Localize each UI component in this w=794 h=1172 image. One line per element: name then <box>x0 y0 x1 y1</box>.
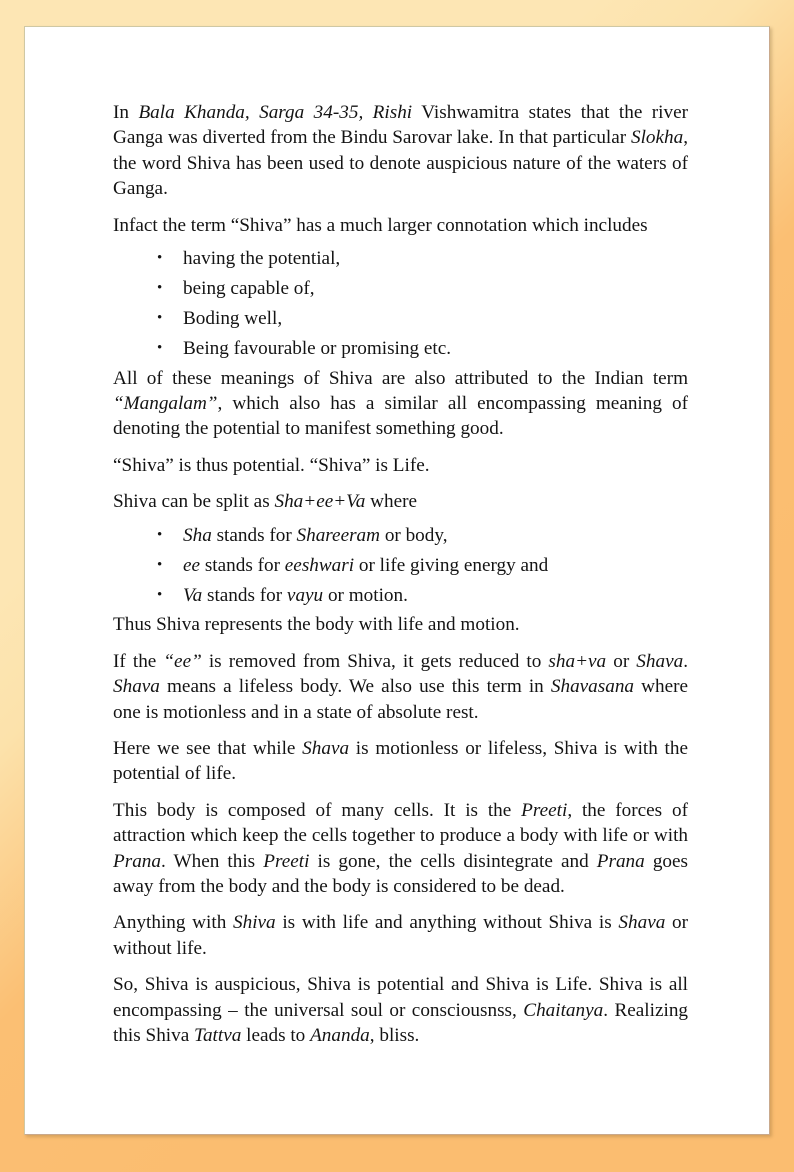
paragraph-shava-definition: If the “ee” is removed from Shiva, it gets reduced to sha+va or Shava. Shava means a lifeless body. We also use this term in Shavasana where one is motionless and in a state of absolute rest. <box>113 650 688 723</box>
paragraph-shiva-is-life: “Shiva” is thus potential. “Shiva” is Life. <box>113 454 430 476</box>
list-item <box>113 276 688 301</box>
document-page <box>24 26 770 1135</box>
list-item-label: Va stands for vayu or motion. <box>183 584 408 606</box>
paragraph-thus-shiva: Thus Shiva represents the body with life and motion. <box>113 614 520 636</box>
bullet-list-shiva-components <box>113 523 688 608</box>
bullet-point-icon: • <box>157 250 163 267</box>
paragraph-conclusion: So, Shiva is auspicious, Shiva is potential and Shiva is Life. Shiva is all encompassing – the universal soul or consciousnss, Chaitanya. Realizing this Shiva Tattva leads to Ananda, bliss. <box>113 974 689 1047</box>
list-item-label: having the potential, <box>183 248 341 270</box>
bullet-point-icon: • <box>157 279 163 296</box>
list-item-label: being capable of, <box>183 277 315 299</box>
bullet-point-icon: • <box>157 309 163 326</box>
list-item-label: Boding well, <box>183 307 283 329</box>
paragraph-shiva-split: Shiva can be split as Sha+ee+Va where <box>113 491 418 513</box>
paragraph-shava-motionless: Here we see that while Shava is motionless or lifeless, Shiva is with the potential of life. <box>113 738 688 785</box>
bullet-point-icon: • <box>157 526 163 543</box>
list-item <box>113 523 688 548</box>
list-item <box>113 336 688 361</box>
list-item-label: Being favourable or promising etc. <box>183 337 452 359</box>
bullet-point-icon: • <box>157 339 163 356</box>
paragraph-intro: In Bala Khanda, Sarga 34-35, Rishi Vishwamitra states that the river Ganga was diverted from the Bindu Sarovar lake. In that particular Slokha, the word Shiva has been used to denote auspicious nature of the waters of Ganga. <box>113 102 689 200</box>
list-item-label: Sha stands for Shareeram or body, <box>183 524 448 546</box>
bullet-point-icon: • <box>157 556 163 573</box>
list-item <box>113 306 688 331</box>
paragraph-shiva-connotation: Infact the term “Shiva” has a much larger connotation which includes <box>113 214 648 236</box>
list-item-label: ee stands for eeshwari or life giving energy and <box>183 554 549 576</box>
list-item <box>113 583 688 608</box>
list-item <box>113 553 688 578</box>
paragraph-anything-with-shiva: Anything with Shiva is with life and anything without Shiva is Shava or without life. <box>113 912 688 959</box>
paragraph-mangalam: All of these meanings of Shiva are also attributed to the Indian term “Mangalam”, which also has a similar all encompassing meaning of denoting the potential to manifest something good. <box>113 367 688 440</box>
document-text-column <box>113 100 688 1060</box>
paragraph-preeti-prana: This body is composed of many cells. It is the Preeti, the forces of attraction which keep the cells together to produce a body with life or with Prana. When this Preeti is gone, the cells disintegrate and Prana goes away from the body and the body is considered to be dead. <box>113 799 688 898</box>
bullet-list-shiva-meanings <box>113 246 688 361</box>
list-item <box>113 246 688 271</box>
bullet-point-icon: • <box>157 586 163 603</box>
